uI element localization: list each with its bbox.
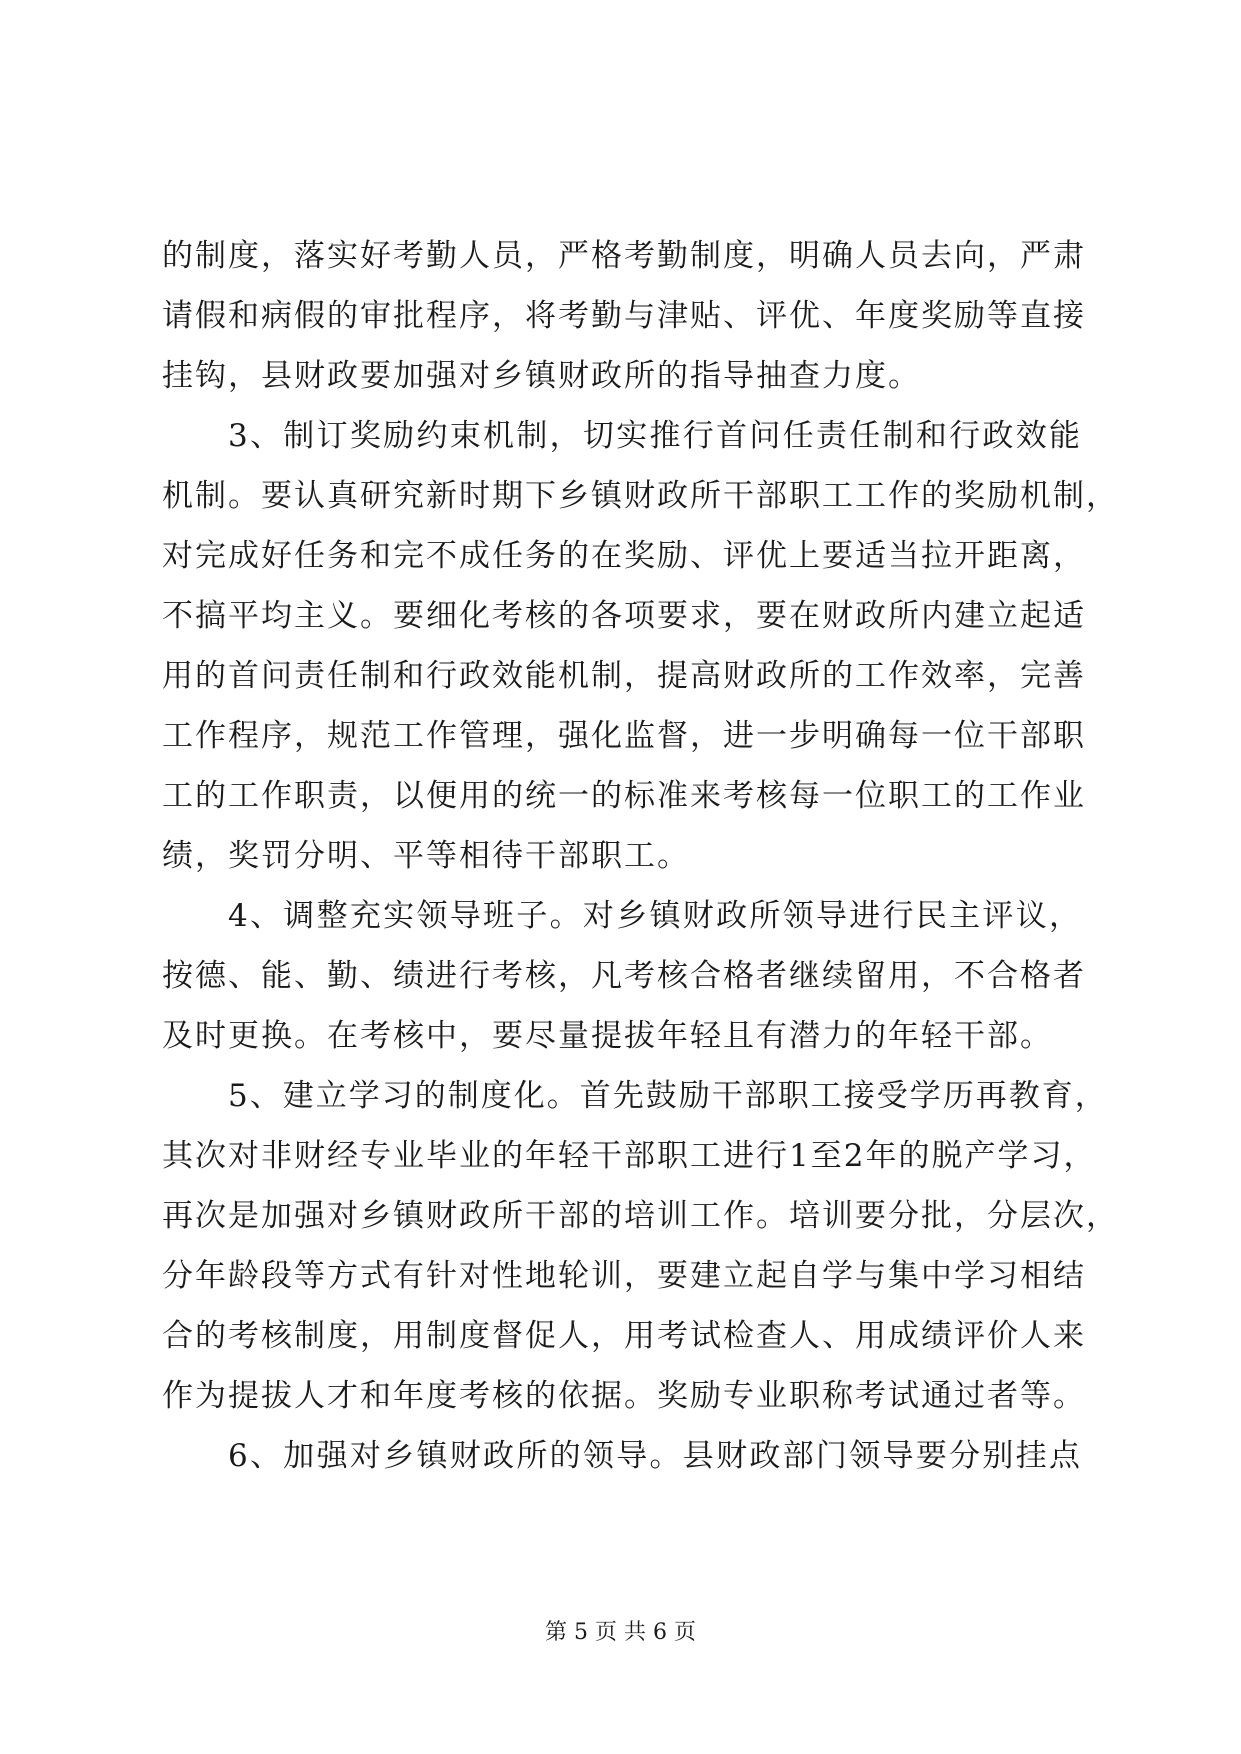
text-line: 的制度，落实好考勤人员，严格考勤制度，明确人员去向，严肃 — [162, 238, 1086, 274]
page-number-footer: 第 5 页 共 6 页 — [545, 1620, 696, 1645]
text-line: 用的首问责任制和行政效能机制，提高财政所的工作效率，完善 — [162, 658, 1086, 694]
text-line: 3、制订奖励约束机制，切实推行首问任责任制和行政效能 — [228, 418, 1082, 454]
text-line: 机制。要认真研究新时期下乡镇财政所干部职工工作的奖励机制， — [162, 478, 1119, 514]
text-line: 4、调整充实领导班子。对乡镇财政所领导进行民主评议， — [228, 898, 1082, 934]
text-line: 合的考核制度，用制度督促人，用考试检查人、用成绩评价人来 — [162, 1318, 1086, 1354]
text-line: 及时更换。在考核中，要尽量提拔年轻且有潜力的年轻干部。 — [162, 1018, 1053, 1054]
text-line: 按德、能、勤、绩进行考核，凡考核合格者继续留用，不合格者 — [162, 958, 1086, 994]
text-line: 6、加强对乡镇财政所的领导。县财政部门领导要分别挂点 — [228, 1438, 1082, 1474]
text-line: 绩，奖罚分明、平等相待干部职工。 — [162, 838, 690, 874]
text-line: 挂钩，县财政要加强对乡镇财政所的指导抽查力度。 — [162, 358, 921, 394]
text-line: 5、建立学习的制度化。首先鼓励干部职工接受学历再教育， — [228, 1078, 1108, 1114]
text-line: 其次对非财经专业毕业的年轻干部职工进行1至2年的脱产学习， — [162, 1138, 1097, 1174]
text-line: 工的工作职责，以便用的统一的标准来考核每一位职工的工作业 — [162, 778, 1086, 814]
text-line: 请假和病假的审批程序，将考勤与津贴、评优、年度奖励等直接 — [162, 298, 1086, 334]
text-line: 工作程序，规范工作管理，强化监督，进一步明确每一位干部职 — [162, 718, 1086, 754]
text-line: 不搞平均主义。要细化考核的各项要求，要在财政所内建立起适 — [162, 598, 1086, 634]
text-line: 对完成好任务和完不成任务的在奖励、评优上要适当拉开距离， — [162, 538, 1086, 574]
text-line: 分年龄段等方式有针对性地轮训，要建立起自学与集中学习相结 — [162, 1258, 1086, 1294]
text-line: 再次是加强对乡镇财政所干部的培训工作。培训要分批，分层次， — [162, 1198, 1119, 1234]
text-line: 作为提拔人才和年度考核的依据。奖励专业职称考试通过者等。 — [162, 1378, 1086, 1414]
page-body — [162, 226, 1119, 1486]
